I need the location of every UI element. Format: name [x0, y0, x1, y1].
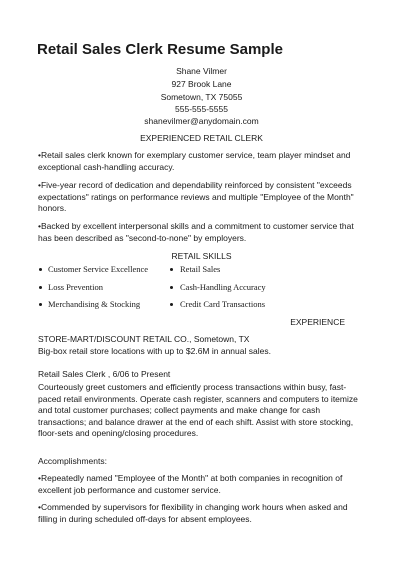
resume-title: Retail Sales Clerk Resume Sample: [37, 41, 283, 58]
skill-item: Customer Service Excellence: [48, 264, 149, 274]
skill-item: Cash-Handling Accuracy: [180, 282, 266, 292]
accomplishment-item: •Repeatedly named "Employee of the Month" at both companies in recognition of excellent job performance and customer service.: [38, 473, 343, 495]
skill-item: Merchandising & Stocking: [48, 299, 141, 309]
company-description: Big-box retail store locations with up to $2.6M in annual sales.: [38, 346, 271, 356]
job-title: Retail Sales Clerk , 6/06 to Present: [38, 369, 171, 379]
bullet-icon: [170, 303, 173, 306]
contact-address-line2: Sometown, TX 75055: [160, 92, 243, 102]
contact-name: Shane Vilmer: [176, 66, 227, 76]
contact-address-line1: 927 Brook Lane: [171, 79, 232, 89]
bullet-icon: [39, 303, 42, 306]
section-heading-experience: EXPERIENCE: [290, 317, 345, 327]
bullet-icon: [39, 268, 42, 271]
summary-item: •Five-year record of dedication and dependability reinforced by consistent "exceeds expectations" ratings on performance reviews and multiple "Employee of the Month" honors.: [38, 180, 354, 213]
contact-phone: 555-555-5555: [175, 104, 228, 114]
summary-item: •Retail sales clerk known for exemplary customer service, team player mindset and exceptional cash-handling accuracy.: [38, 150, 351, 172]
skill-item: Credit Card Transactions: [180, 299, 265, 309]
section-heading-skills: RETAIL SKILLS: [171, 251, 232, 261]
accomplishments-label: Accomplishments:: [38, 456, 107, 466]
job-description: Courteously greet customers and efficiently process transactions within busy, fast-paced retail environments. Operate cash register, scanners and computers to itemize and total customer purchases; collect payments and make change for cash transactions; and balance drawer at the end of each shift. Assist with store stocking, floor-sets and opening/closing procedures.: [38, 382, 358, 438]
accomplishment-item: •Commended by supervisors for flexibility in changing work hours when asked and filling in during scheduled off-days for absent employees.: [38, 502, 348, 524]
bullet-icon: [39, 286, 42, 289]
bullet-icon: [170, 286, 173, 289]
bullet-icon: [170, 268, 173, 271]
section-heading-experienced: EXPERIENCED RETAIL CLERK: [140, 133, 263, 143]
company-name: STORE-MART/DISCOUNT RETAIL CO., Sometown, TX: [38, 334, 250, 344]
summary-item: •Backed by excellent interpersonal skills and a commitment to customer service that has been described as "second-to-none" by employers.: [38, 221, 354, 243]
contact-email: shanevilmer@anydomain.com: [144, 116, 259, 126]
skill-item: Retail Sales: [180, 264, 221, 274]
skill-item: Loss Prevention: [48, 282, 104, 292]
